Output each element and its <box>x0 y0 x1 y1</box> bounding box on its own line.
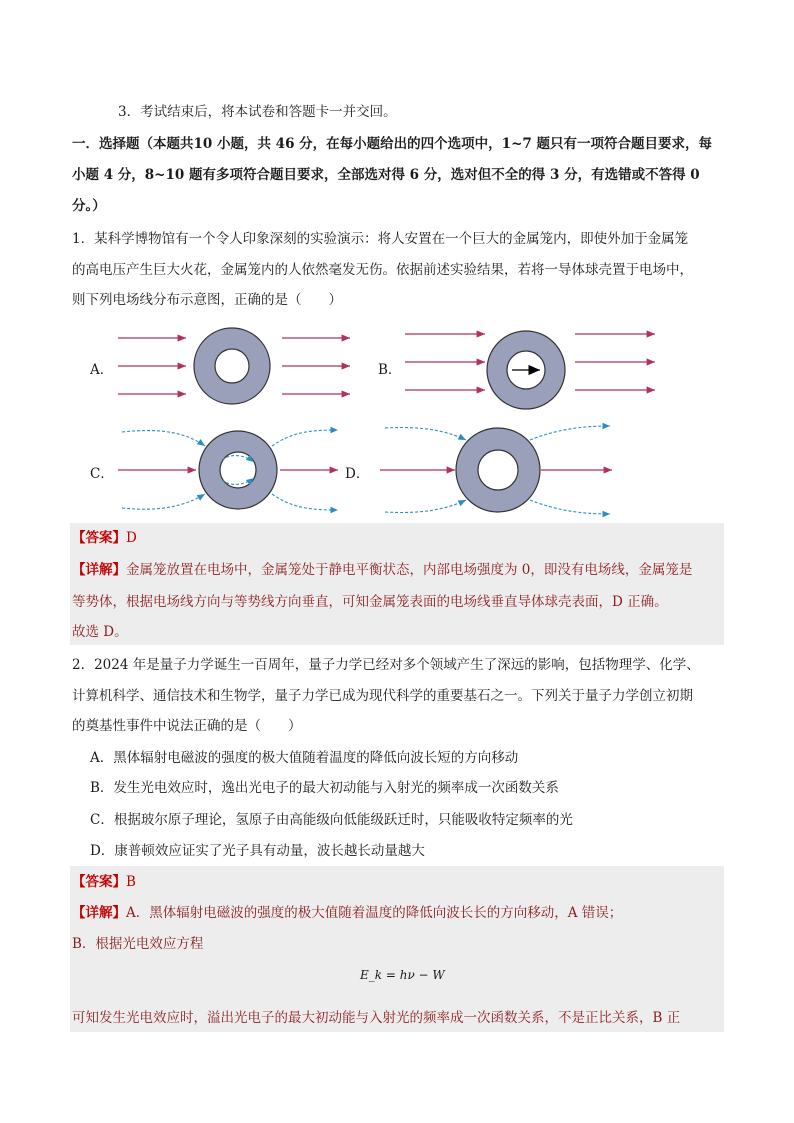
q1-option-d-label: D． <box>345 466 370 482</box>
q2-detail-tag: 【详解】 <box>72 905 126 921</box>
q1-stem-line3: 则下列电场线分布示意图，正确的是（ ） <box>72 292 342 308</box>
q1-detail-line2: 等势体，根据电场线方向与等势线方向垂直，可知金属笼表面的电场线垂直导体球壳表面，D 正确。 <box>72 594 668 610</box>
q1-stem-line2: 的高电压产生巨大火花，金属笼内的人依然毫发无伤。依据前述实验结果，若将一导体球壳置于电场中， <box>72 262 693 278</box>
q2-formula: E_k = hν − W <box>360 968 445 982</box>
q2-detail-line2: B．根据光电效应方程 <box>72 936 204 952</box>
q2-option-b: B．发生光电效应时，逸出光电子的最大初动能与入射光的频率成一次函数关系 <box>90 780 559 796</box>
q1-answer <box>72 528 137 548</box>
q2-option-d: D．康普顿效应证实了光子具有动量，波长越长动量越大 <box>90 843 425 859</box>
q2-option-c: C．根据玻尔原子理论，氢原子由高能级向低能级跃迁时，只能吸收特定频率的光 <box>90 812 573 828</box>
section-instructions-line3: 分。） <box>72 198 106 214</box>
q2-detail-line3: 可知发生光电效应时，溢出光电子的最大初动能与入射光的频率成一次函数关系，不是正比关系，B 正 <box>72 1010 681 1026</box>
q1-detail-line3: 故选 D。 <box>72 624 128 640</box>
q2-stem-line1: 2．2024 年是量子力学诞生一百周年，量子力学已经对多个领域产生了深远的影响，包括物理学、化学、 <box>72 657 700 673</box>
q2-option-a: A．黑体辐射电磁波的强度的极大值随着温度的降低向波长短的方向移动 <box>90 750 519 766</box>
diagram-b <box>405 331 655 409</box>
diagram-a <box>118 328 350 404</box>
section-instructions-line2: 小题 4 分，8~10 题有多项符合题目要求，全部选对得 6 分，选对但不全的得 3 分，有选错或不答得 0 <box>72 167 700 183</box>
q1-answer-tag: 【答案】 <box>72 530 126 546</box>
q2-answer-tag: 【答案】 <box>72 874 126 890</box>
q2-answer-value: B <box>126 874 136 890</box>
q1-detail-tag: 【详解】 <box>72 562 126 578</box>
q1-detail-line1 <box>72 560 692 580</box>
q2-stem-line3: 的奠基性事件中说法正确的是（ ） <box>72 718 302 734</box>
q2-answer <box>72 872 136 892</box>
q1-answer-block <box>70 523 724 645</box>
q1-stem-line1: 1．某科学博物馆有一个令人印象深刻的实验演示：将人安置在一个巨大的金属笼内，即使外加于金属笼 <box>72 231 689 247</box>
q1-option-a-label: A． <box>90 362 114 378</box>
diagram-c <box>118 430 338 510</box>
header-note: 3．考试结束后，将本试卷和答题卡一并交回。 <box>118 104 397 120</box>
diagram-d <box>380 426 612 514</box>
q1-option-b-label: B． <box>378 362 402 378</box>
q1-answer-value: D <box>126 530 137 546</box>
section-instructions-line1: 一．选择题（本题共10 小题，共 46 分，在每小题给出的四个选项中，1~7 题只有一项符合题目要求，每 <box>72 136 712 152</box>
q1-option-c-label: C． <box>90 466 114 482</box>
q2-detail-line1 <box>72 903 622 923</box>
q2-detail-text1: A．黑体辐射电磁波的强度的极大值随着温度的降低向波长长的方向移动，A 错误； <box>126 905 623 921</box>
q2-stem-line2: 计算机科学、通信技术和生物学，量子力学已成为现代科学的重要基石之一。下列关于量子力学创立初期 <box>72 688 693 704</box>
q1-detail-text1: 金属笼放置在电场中，金属笼处于静电平衡状态，内部电场强度为 0，即没有电场线，金属笼是 <box>126 562 693 578</box>
